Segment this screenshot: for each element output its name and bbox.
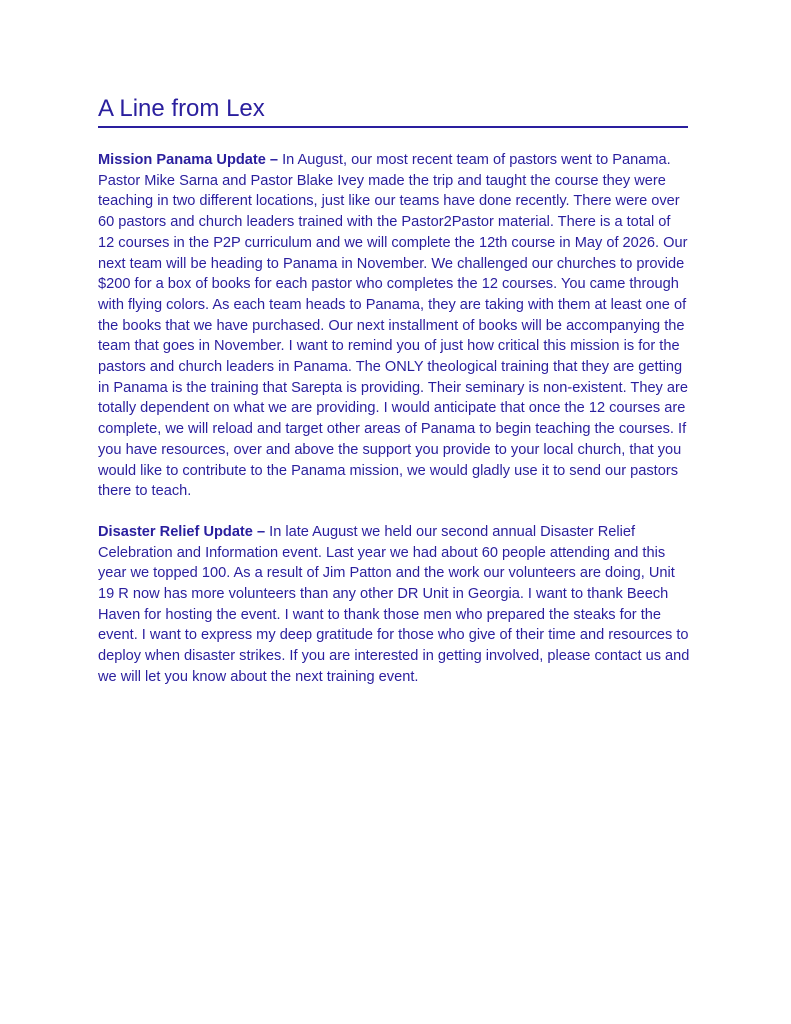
disaster-relief-section xyxy=(98,522,690,688)
page-title: A Line from Lex xyxy=(98,95,265,122)
disaster-relief-body: In late August we held our second annual Disaster Relief Celebration and Information event. Last year we had about 60 people attending and this year we topped 100. As a result of Jim Patton and the work our volunteers are doing, Unit 19 R now has more volunteers than any other DR Unit in Georgia. I want to thank Beech Haven for hosting the event. I want to thank those men who prepared the steaks for the event. I want to express my deep gratitude for those who give of their time and resources to deploy when disaster strikes. If you are interested in getting involved, please contact us and we will let you know about the next training event. xyxy=(98,523,690,685)
mission-panama-section xyxy=(98,150,690,502)
title-underline-divider xyxy=(98,126,688,128)
disaster-relief-heading: Disaster Relief Update – xyxy=(98,523,266,540)
mission-panama-body: In August, our most recent team of pastors went to Panama. Pastor Mike Sarna and Pastor Blake Ivey made the trip and taught the course they were teaching in two different locations, just like our teams have done recently. There were over 60 pastors and church leaders trained with the Pastor2Pastor material. There is a total of 12 courses in the P2P curriculum and we will complete the 12th course in May of 2026. Our next team will be heading to Panama in November. We challenged our churches to provide $200 for a box of books for each pastor who completes the 12 courses. You came through with flying colors. As each team heads to Panama, they are taking with them at least one of the books that we have purchased. Our next installment of books will be accompanying the team that goes in November. I want to remind you of just how critical this mission is for the pastors and church leaders in Panama. The ONLY theological training that they are getting in Panama is the training that Sarepta is providing. Their seminary is non-existent. They are totally dependent on what we are providing. I would anticipate that once the 12 courses are complete, we will reload and target other areas of Panama to begin teaching the courses. If you have resources, over and above the support you provide to your local church, that you would like to contribute to the Panama mission, we would gladly use it to send our pastors there to teach. xyxy=(98,152,688,500)
document-page xyxy=(98,92,690,688)
mission-panama-heading: Mission Panama Update – xyxy=(98,152,279,168)
